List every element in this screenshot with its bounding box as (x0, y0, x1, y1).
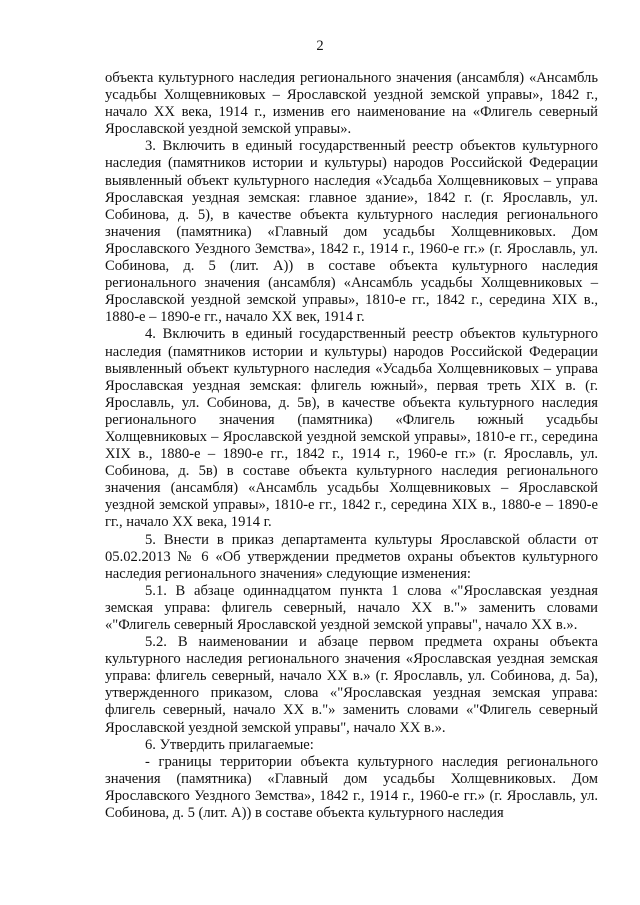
paragraph-item-5: 5. Внести в приказ департамента культуры Ярославской области от 05.02.2013 № 6 «Об утверждении предметов охраны объектов культурного наследия регионального значения» следующие изменения: (105, 531, 598, 582)
paragraph-item-3: 3. Включить в единый государственный реестр объектов культурного наследия (памятников истории и культуры) народов Российской Федерации выявленный объект культурного наследия «Усадьба Холщевниковых – управа Ярославская уездная земская: главное здание», 1842 г. (г. Ярославль, ул. Собинова, д. 5), в качестве объекта культурного наследия регионального значения (памятника) «Главный дом усадьбы Холщевниковых. Дом Ярославского Уездного Земства», 1842 г., 1914 г., 1960-е гг.» (г. Ярославль, ул. Собинова, д. 5 (лит. А)) в составе объекта культурного наследия регионального значения (ансамбля) «Ансамбль усадьбы Холщевниковых – Ярославской уездной земской управы», 1810-е гг., 1842 г., середина XIX в., 1880-е – 1890-е гг., начало XX век, 1914 г. (105, 138, 598, 326)
page-number: 2 (316, 38, 324, 54)
paragraph-item-5-1: 5.1. В абзаце одиннадцатом пункта 1 слова «"Ярославская уездная земская управа: флигель северный, начало XX в."» заменить словами «"Флигель северный Ярославской уездной земской управы", начало XX в.». (105, 582, 598, 633)
paragraph-item-5-2: 5.2. В наименовании и абзаце первом предмета охраны объекта культурного наследия регионального значения «Ярославская уездная земская управа: флигель северный, начало XX в.» (г. Ярославль, ул. Собинова, д. 5а), утвержденного приказом, слова «"Ярославская уездная земская управа: флигель северный, начало XX в."» заменить словами «"Флигель северный Ярославской уездной земской управы", начало XX в.». (105, 634, 598, 736)
paragraph-item-4: 4. Включить в единый государственный реестр объектов культурного наследия (памятников истории и культуры) народов Российской Федерации выявленный объект культурного наследия «Усадьба Холщевниковых – управа Ярославская уездная земская: флигель южный», первая треть XIX в. (г. Ярославль, ул. Собинова, д. 5в), в качестве объекта культурного наследия регионального значения (памятника) «Флигель южный усадьбы Холщевниковых – Ярославской уездной земской управы», 1810-е гг., середина XIX в., 1880-е – 1890-е гг., 1842 г., 1914 г., 1960-е гг.» (г. Ярославль, ул. Собинова, д. 5в) в составе объекта культурного наследия регионального значения (ансамбля) «Ансамбль усадьбы Холщевниковых – Ярославской уездной земской управы», 1810-е гг., 1842 г., середина XIX в., 1880-е – 1890-е гг., начало XX века, 1914 г. (105, 326, 598, 531)
paragraph-item-6-bullet: - границы территории объекта культурного наследия регионального значения (памятника) «Главный дом усадьбы Холщевниковых. Дом Ярославского Уездного Земства», 1842 г., 1914 г., 1960-е гг.» (г. Ярославль, ул. Собинова, д. 5 (лит. А)) в составе объекта культурного наследия (105, 753, 598, 822)
paragraph-item-6: 6. Утвердить прилагаемые: (145, 736, 314, 753)
paragraph-continuation: объекта культурного наследия регионального значения (ансамбля) «Ансамбль усадьбы Холщевниковых – Ярославской уездной земской управы», 1842 г., начало XX века, 1914 г., изменив его наименование на «Флигель северный Ярославской уездной земской управы». (105, 70, 598, 138)
document-body (105, 70, 598, 822)
